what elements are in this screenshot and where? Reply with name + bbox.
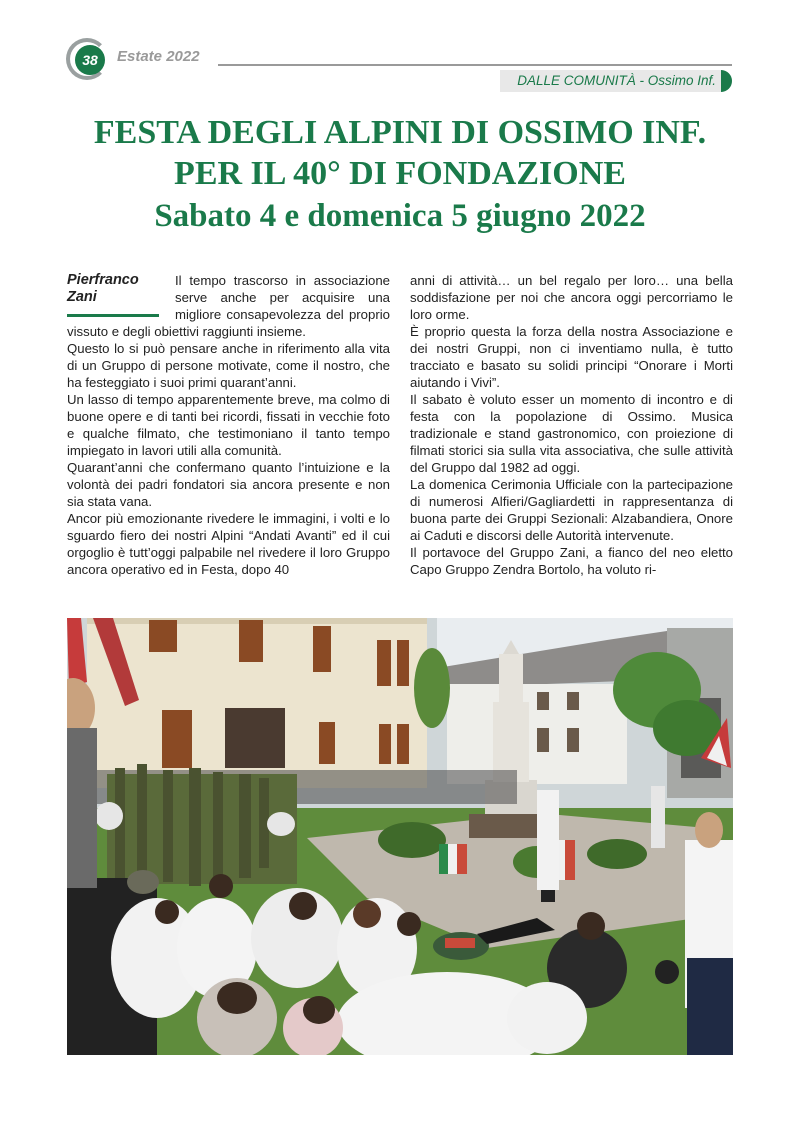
page-number: 38 bbox=[75, 45, 105, 75]
author-block bbox=[67, 272, 159, 317]
page-number-badge bbox=[66, 38, 112, 82]
paragraph: Questo lo si può pensare anche in riferimento alla vita di un Gruppo di persone motivate, come il nostro, che ha festeggiato i suoi primi quarant’anni. bbox=[67, 341, 390, 390]
paragraph: Un lasso di tempo apparentemente breve, ma colmo di buone opere e di tanti bei ricordi, fissati in vecchie foto e qualche filmato, che testimoniano il tanto tempo impiegato in lavori utili alla comunità. bbox=[67, 392, 390, 458]
paragraph: Il tempo trascorso in associazione serve anche per acquisire una migliore consapevolezza del proprio vissuto e degli obiettivi raggiunti insieme. bbox=[67, 273, 390, 339]
paragraph: Ancor più emozionante rivedere le immagini, i volti e lo sguardo fiero dei nostri Alpini “Andati Avanti” ed il cui orgoglio è tutt’oggi palpabile nel rivedere il loro Gruppo ancora operativo ed in Festa, dopo 40 bbox=[67, 511, 390, 577]
section-tag-cap bbox=[721, 70, 732, 92]
paragraph: La domenica Cerimonia Ufficiale con la partecipazione di numerosi Alfieri/Gagliardetti in rappresentanza di buona parte dei Gruppi Sezionali: Alzabandiera, Onore ai Caduti e discorsi delle Autorità intervenute. bbox=[410, 477, 733, 543]
author-rule bbox=[67, 314, 159, 317]
paragraph: anni di attività… un bel regalo per loro… una bella soddisfazione per noi che ancora oggi percorriamo le loro orme. bbox=[410, 273, 733, 322]
paragraph: Il portavoce del Gruppo Zani, a fianco del neo eletto Capo Gruppo Zendra Bortolo, ha voluto ri- bbox=[410, 545, 733, 577]
author-first-name: Pierfranco bbox=[67, 272, 139, 288]
title-line-2: PER IL 40° DI FONDAZIONE bbox=[174, 155, 626, 192]
author-last-name: Zani bbox=[67, 289, 97, 305]
title-line-1: FESTA DEGLI ALPINI DI OSSIMO INF. bbox=[93, 114, 707, 151]
issue-label: Estate 2022 bbox=[117, 48, 200, 65]
title-line-3: Sabato 4 e domenica 5 giugno 2022 bbox=[154, 198, 646, 234]
ceremony-photo bbox=[67, 618, 733, 1055]
article-column-2 bbox=[410, 272, 733, 578]
section-label: DALLE COMUNITÀ - Ossimo Inf. bbox=[517, 73, 716, 88]
article-column-1 bbox=[67, 272, 390, 578]
paragraph: Quarant’anni che confermano quanto l’intuizione e la volontà dei padri fondatori sia ancora presente e non sia stata vana. bbox=[67, 460, 390, 509]
section-tag bbox=[500, 70, 732, 92]
header-rule bbox=[218, 64, 732, 66]
paragraph: È proprio questa la forza della nostra Associazione e dei nostri Gruppi, non ci inventiamo nulla, è tutto tracciato e basato su solidi principi “Onorare i Morti aiutando i Vivi”. bbox=[410, 324, 733, 390]
paragraph: Il sabato è voluto esser un momento di incontro e di festa con la popolazione di Ossimo. Musica tradizionale e stand gastronomico, con proiezione di filmati storici sia sulla vita associativa, che sulle attività del Gruppo dal 1982 ad oggi. bbox=[410, 392, 733, 475]
